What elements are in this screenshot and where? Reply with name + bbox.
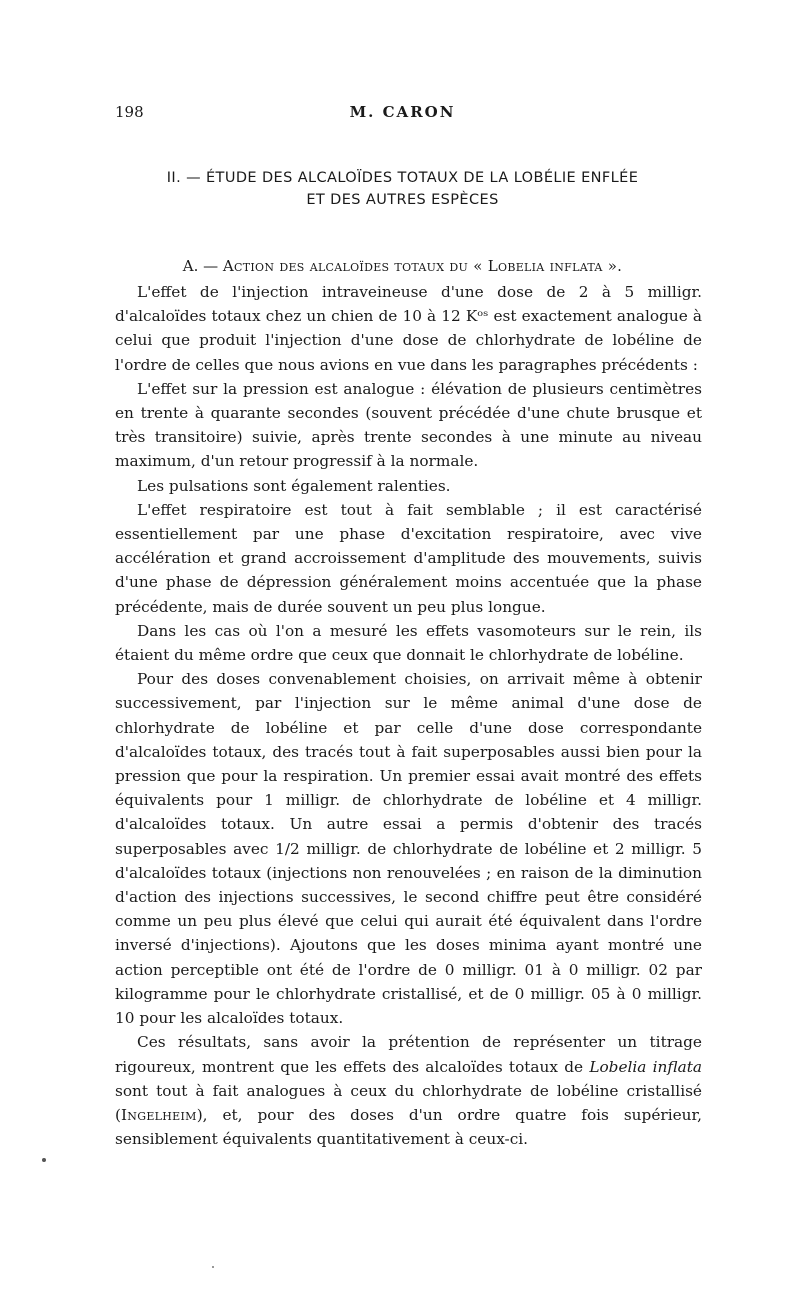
body-text [115,280,702,1151]
paragraph-7-part-2: sont tout à fait analogues à ceux du chlorhydrate de lobéline cristallisé ( [115,1081,702,1124]
page-number: 198 [115,103,144,121]
subsection-heading [115,257,690,275]
species-name: Lobelia inflata [589,1057,702,1076]
paragraph-7 [115,1030,702,1151]
paragraph-3: Les pulsations sont également ralenties. [137,476,451,495]
section-title-line-2: ET DES AUTRES ESPÈCES [306,192,499,208]
print-speck [42,1158,46,1162]
subsection-title: Action des alcaloïdes totaux du « Lobelia inflata ». [222,257,623,275]
paragraph-7-part-1: Ces résultats, sans avoir la prétention de représenter un titrage rigoureux, montrent que les effets des alcaloïdes totaux de [115,1033,702,1076]
page-header [115,103,690,127]
paragraph-7-part-3: ), et, pour des doses d'un ordre quatre fois supérieur, sensiblement équivalents quantitativement à ceux-ci. [115,1105,702,1149]
section-title [115,167,690,211]
paragraph-4: L'effet respiratoire est tout à fait semblable ; il est caractérisé essentiellement par une phase d'excitation respiratoire, avec vive accélération et grand accroissement d'amplitude des mouvements, suivis d'une phase de dépression généralement moins accentuée que la phase précédente, mais de durée souvent un peu plus longue. [115,500,702,616]
running-head: M. CARON [349,103,456,121]
paragraph-1: L'effet de l'injection intraveineuse d'une dose de 2 à 5 milligr. d'alcaloïdes totaux chez un chien de 10 à 12 Kᵒˢ est exactement analogue à celui que produit l'injection d'une dose de chlorhydrate de lobéline de l'ordre de celles que nous avions en vue dans les paragraphes précédents : [115,283,702,374]
section-title-line-1: II. — ÉTUDE DES ALCALOÏDES TOTAUX DE LA LOBÉLIE ENFLÉE [166,170,639,186]
paragraph-5: Dans les cas où l'on a mesuré les effets vasomoteurs sur le rein, ils étaient du même ordre que ceux que donnait le chlorhydrate de lobéline. [115,621,702,665]
manufacturer-name: Ingelheim [120,1105,197,1124]
paragraph-6: Pour des doses convenablement choisies, on arrivait même à obtenir successivement, par l'injection sur le même animal d'une dose de chlorhydrate de lobéline et par celle d'une dose correspondante d'alcaloïdes totaux, des tracés tout à fait superposables aussi bien pour la pression que pour la respiration. Un premier essai avait montré des effets équivalents pour 1 milligr. de chlorhydrate de lobéline et 4 milligr. d'alcaloïdes totaux. Un autre essai a permis d'obtenir des tracés superposables avec 1/2 milligr. de chlorhydrate de lobéline et 2 milligr. 5 d'alcaloïdes totaux (injections non renouvelées ; en raison de la diminution d'action des injections successives, le second chiffre peut être considéré comme un peu plus élevé que celui qui aurait été équivalent dans l'ordre inversé d'injections). Ajoutons que les doses minima ayant montré une action perceptible ont été de l'ordre de 0 milligr. 01 à 0 milligr. 02 par kilogramme pour le chlorhydrate cristallisé, et de 0 milligr. 05 à 0 milligr. 10 pour les alcaloïdes totaux. [115,670,702,1028]
subsection-letter: A. — [182,257,223,275]
print-speck-small [212,1266,214,1268]
paragraph-2: L'effet sur la pression est analogue : élévation de plusieurs centimètres en trente à quarante secondes (souvent précédée d'une chute brusque et très transitoire) suivie, après trente secondes à une minute au niveau maximum, d'un retour progressif à la normale. [115,379,702,471]
